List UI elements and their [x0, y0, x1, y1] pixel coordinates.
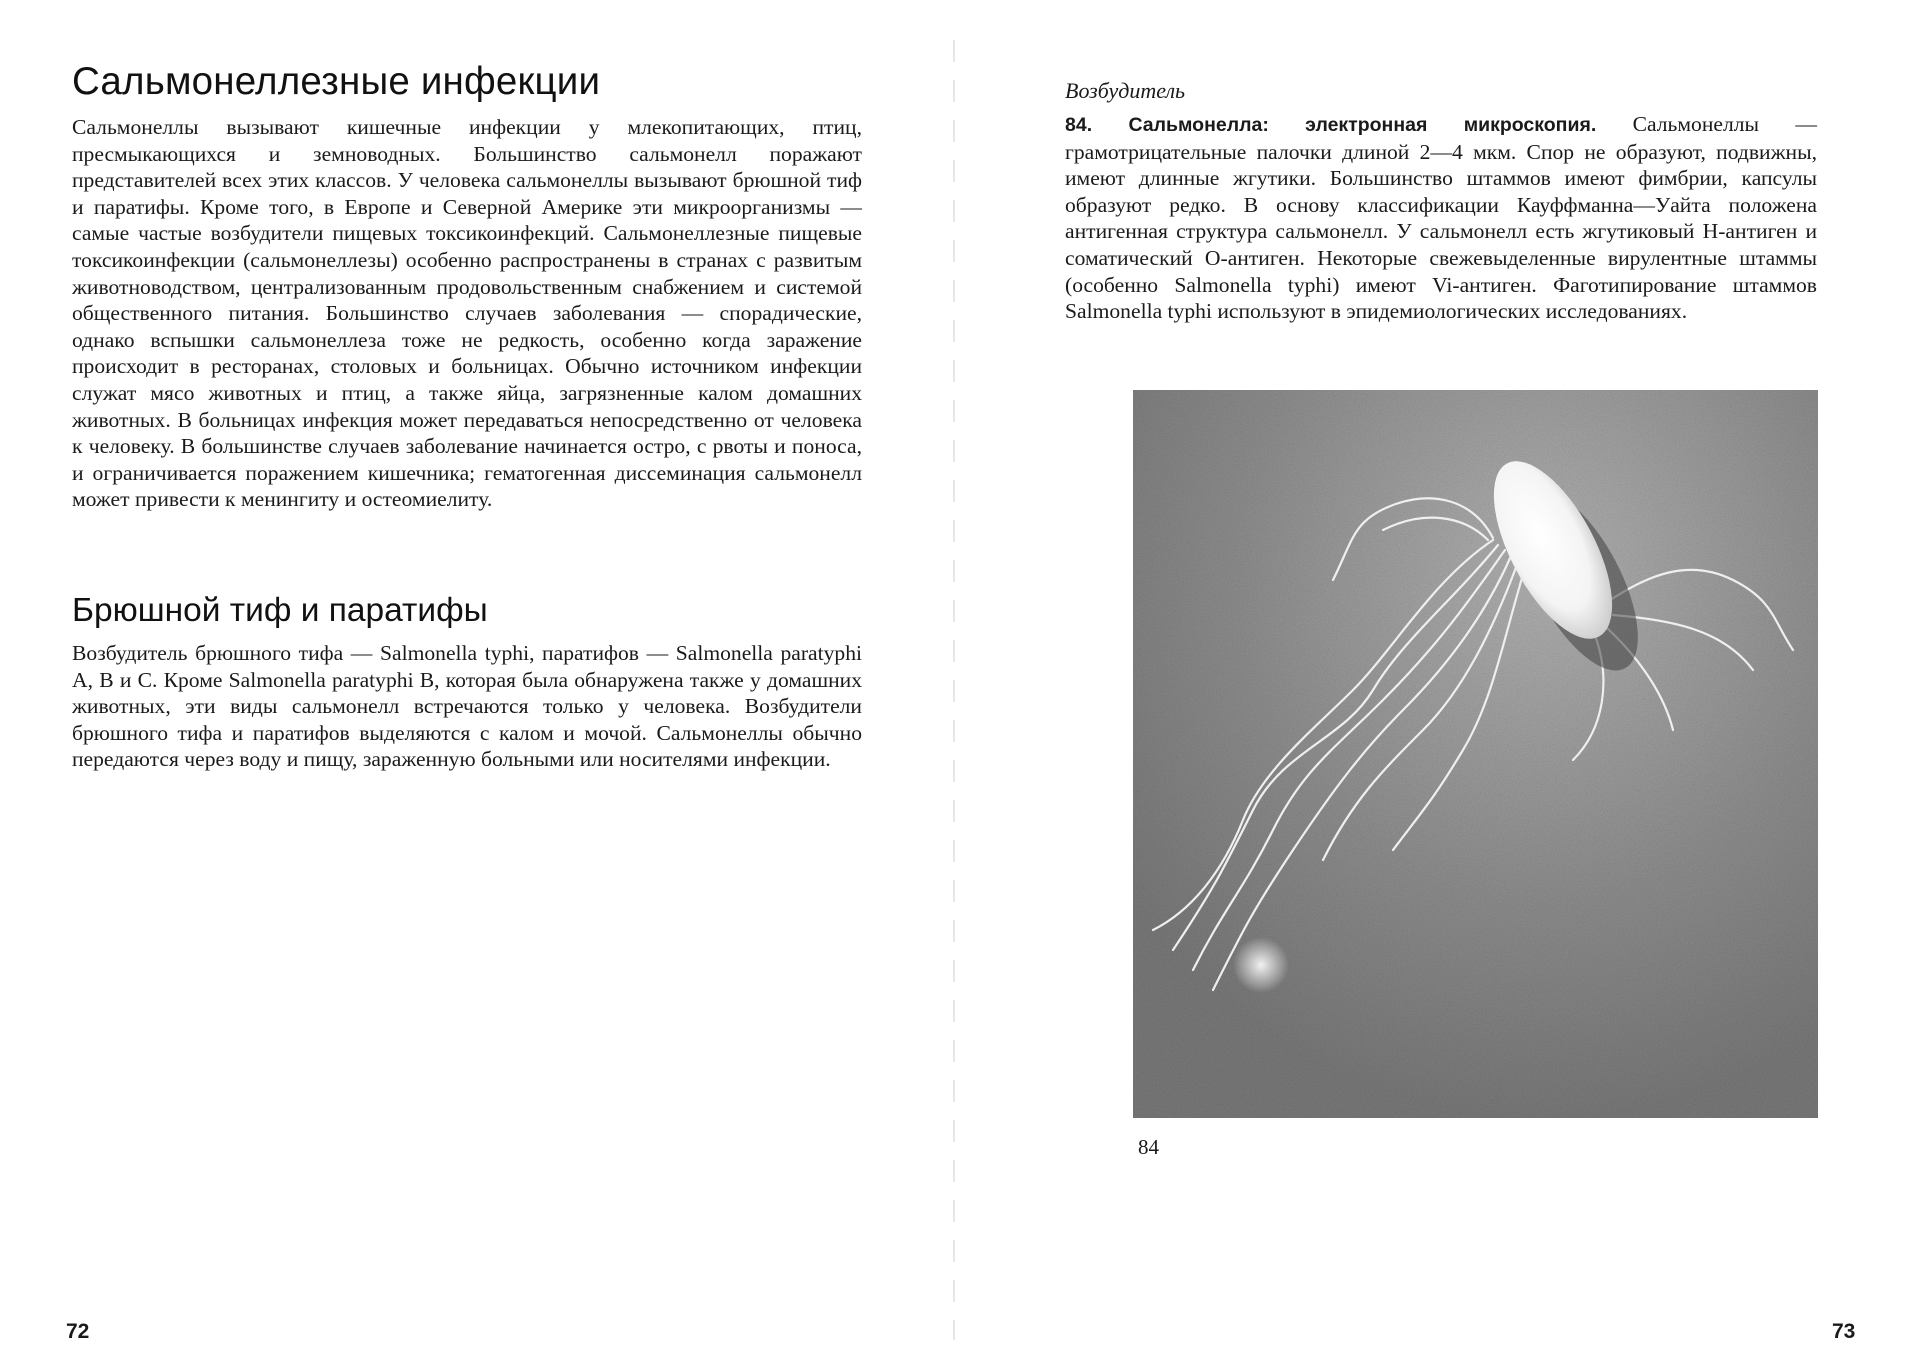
caption-title: 84. Сальмонелла: электронная микроскопия.	[1065, 114, 1597, 136]
electron-micrograph-figure	[1133, 390, 1818, 1118]
section-label: Возбудитель	[1065, 78, 1186, 103]
figure-number: 84	[1138, 1135, 1159, 1159]
paragraph-salmonella-infections: Сальмонеллы вызывают кишечные инфекции у млекопитающих, птиц, пресмыкающихся и земноводных. Большинство сальмонелл поражают представителей всех этих классов. У человека сальмонеллы вызывают брюшной тиф и паратифы. Кроме того, в Европе и Северной Америке эти микроорганизмы — самые частые возбудители пищевых токсикоинфекций. Сальмонеллезные пищевые токсикоинфекции (сальмонеллезы) особенно распространены в странах с развитым животноводством, централизованным продовольственным снабжением и системой общественного питания. Большинство случаев заболевания — спорадические, однако вспышки сальмонеллеза тоже не редкость, особенно когда заражение происходит в ресторанах, столовых и больницах. Обычно источником инфекции служат мясо животных и птиц, а также яйца, загрязненные калом домашних животных. В больницах инфекция может передаваться непосредственно от человека к человеку. В большинстве случаев заболевание начинается остро, с рвоты и поноса, и ограничивается поражением кишечника; гематогенная диссеминация сальмонелл может привести к менингиту и остеомиелиту.	[72, 115, 862, 512]
caption-body: Сальмонеллы — грамотрицательные палочки длиной 2—4 мкм. Спор не образуют, подвижны, имеют длинные жгутики. Большинство штаммов имеют фимбрии, капсулы образуют редко. В основу классификации Кауффманна—Уайта положена антигенная структура сальмонелл. У сальмонелл есть жгутиковый Н-антиген и соматический О-антиген. Некоторые свежевыделенные вирулентные штаммы (особенно Salmonella typhi) имеют Vi-антиген. Фаготипирование штаммов Salmonella typhi используют в эпидемиологических исследованиях.	[1065, 112, 1817, 324]
page-number-right: 73	[1832, 1320, 1856, 1343]
page-number-left: 72	[66, 1320, 90, 1343]
figure-caption	[1065, 111, 1817, 325]
paragraph-typhoid-paratyphoid: Возбудитель брюшного тифа — Salmonella typhi, паратифов — Salmonella paratyphi A, B и C. Кроме Salmonella paratyphi B, которая была обнаружена также у домашних животных, эти виды сальмонелл встречаются только у человека. Возбудители брюшного тифа и паратифов выделяются с калом и мочой. Сальмонеллы обычно передаются через воду и пищу, зараженную больными или носителями инфекции.	[72, 641, 862, 772]
heading-salmonella-infections: Сальмонеллезные инфекции	[72, 60, 601, 103]
electron-micrograph-image	[1133, 390, 1818, 1118]
heading-typhoid-paratyphoid: Брюшной тиф и паратифы	[72, 592, 488, 629]
right-page	[960, 0, 1920, 1358]
